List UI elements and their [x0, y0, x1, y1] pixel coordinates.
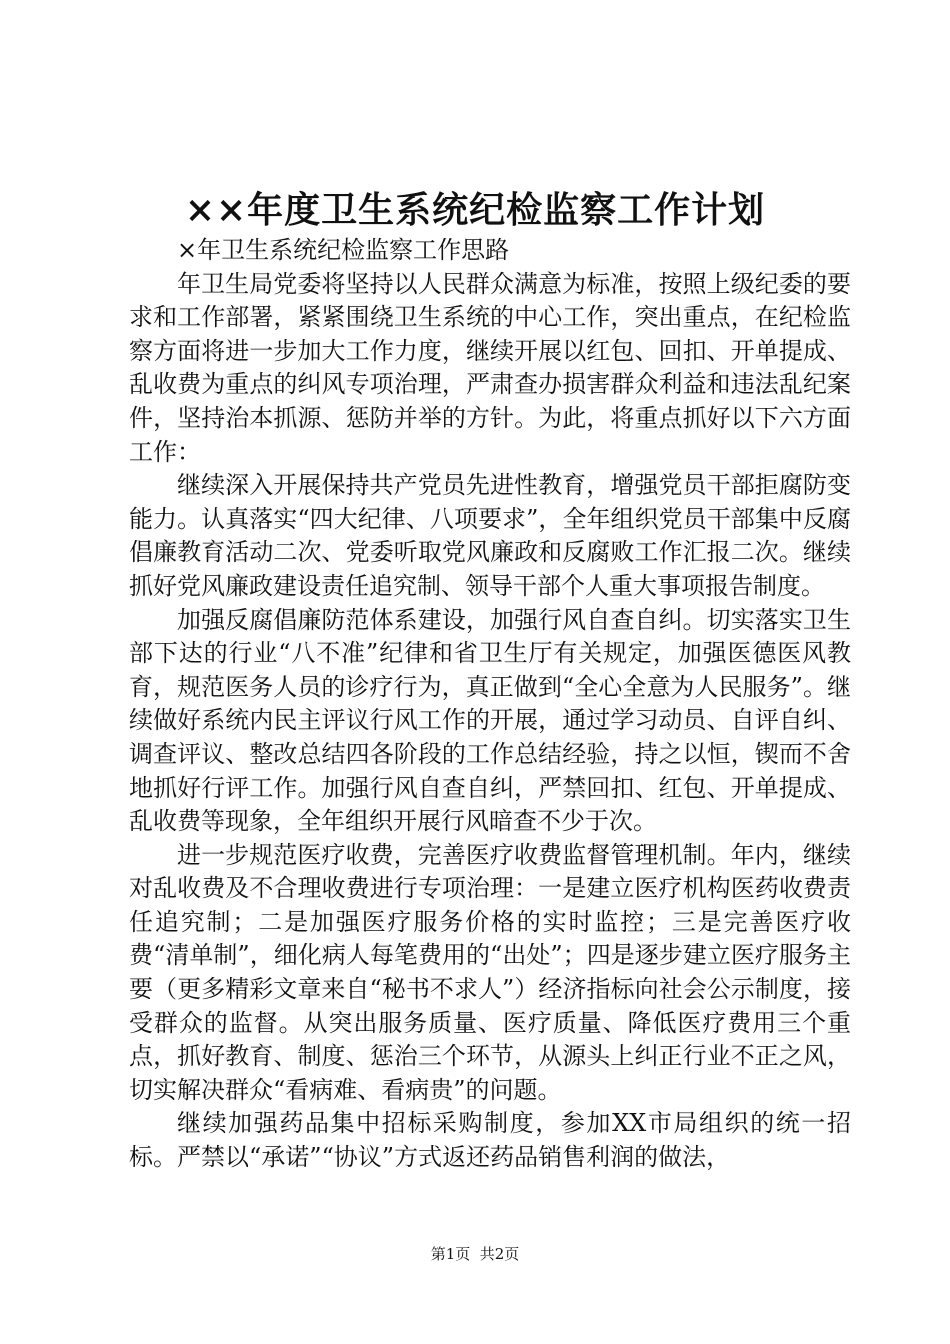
- body-paragraph: 继续加强药品集中招标采购制度，参加XX市局组织的统一招标。严禁以“承诺”“协议”方式返还药品销售利润的做法，: [129, 1109, 851, 1172]
- body-paragraph: 继续深入开展保持共产党员先进性教育，增强党员干部拒腐防变能力。认真落实“四大纪律、八项要求”，全年组织党员干部集中反腐倡廉教育活动二次、党委听取党风廉政和反腐败工作汇报二次。继续抓好党风廉政建设责任追究制、领导干部个人重大事项报告制度。: [129, 471, 851, 600]
- body-paragraph: 进一步规范医疗收费，完善医疗收费监督管理机制。年内，继续对乱收费及不合理收费进行专项治理：一是建立医疗机构医药收费责任追究制；二是加强医疗服务价格的实时监控；三是完善医疗收费“清单制”，细化病人每笔费用的“出处”；四是逐步建立医疗服务主要（更多精彩文章来自“秘书不求人”）经济指标向社会公示制度，接受群众的监督。从突出服务质量、医疗质量、降低医疗费用三个重点，抓好教育、制度、惩治三个环节，从源头上纠正行业不正之风，切实解决群众“看病难、看病贵”的问题。: [129, 840, 851, 1104]
- body-paragraph: 加强反腐倡廉防范体系建设，加强行风自查自纠。切实落实卫生部下达的行业“八不准”纪律和省卫生厅有关规定，加强医德医风教育，规范医务人员的诊疗行为，真正做到“全心全意为人民服务”。继续做好系统内民主评议行风工作的开展，通过学习动员、自评自纠、调查评议、整改总结四各阶段的工作总结经验，持之以恒，锲而不舍地抓好行评工作。加强行风自查自纠，严禁回扣、红包、开单提成、乱收费等现象，全年组织开展行风暗查不少于次。: [129, 605, 851, 836]
- document-body: [129, 234, 851, 1175]
- body-paragraph: 年卫生局党委将坚持以人民群众满意为标准，按照上级纪委的要求和工作部署，紧紧围绕卫生系统的中心工作，突出重点，在纪检监察方面将进一步加大工作力度，继续开展以红包、回扣、开单提成、乱收费为重点的纠风专项治理，严肃查办损害群众利益和违法乱纪案件，坚持治本抓源、惩防并举的方针。为此，将重点抓好以下六方面工作：: [129, 269, 851, 466]
- body-paragraph: ×年卫生系统纪检监察工作思路: [177, 236, 510, 264]
- document-title: ××年度卫生系统纪检监察工作计划: [184, 189, 766, 231]
- page-number-footer: 第1页 共2页: [430, 1245, 520, 1263]
